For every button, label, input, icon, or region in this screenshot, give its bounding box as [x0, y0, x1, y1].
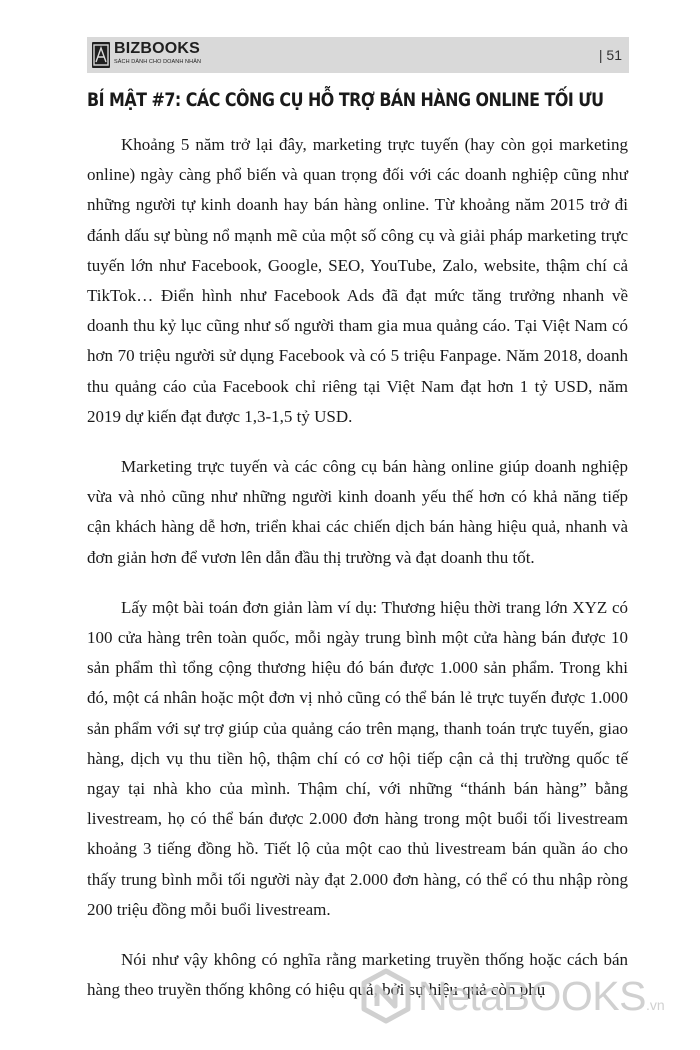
watermark-brand: NetaBOOKS: [418, 973, 646, 1019]
watermark-text: [418, 972, 665, 1029]
bizbooks-logo-icon: [92, 42, 110, 68]
section-heading: BÍ MẬT #7: CÁC CÔNG CỤ HỖ TRỢ BÁN HÀNG ONLINE TỐI ƯU: [87, 90, 604, 111]
netabooks-logo-icon: [360, 968, 412, 1024]
logo-name: BIZBOOKS: [114, 40, 201, 57]
watermark-suffix: .vn: [645, 997, 665, 1013]
paragraph: Lấy một bài toán đơn giản làm ví dụ: Thương hiệu thời trang lớn XYZ có 100 cửa hàng trên toàn quốc, mỗi ngày trung bình một cửa hàng bán được 10 sản phẩm thì tổng cộng thương hiệu đó bán được 1.000 sản phẩm. Trong khi đó, một cá nhân hoặc một đơn vị nhỏ cũng có thể bán lẻ trực tuyến được 1.000 sản phẩm với sự trợ giúp của quảng cáo trên mạng, thanh toán trực tuyến, giao hàng, dịch vụ thu tiền hộ, thậm chí có cơ hội tiếp cận cả thị trường quốc tế ngay tại nhà kho của mình. Thậm chí, với những “thánh bán hàng” bằng livestream, họ có thể bán được 2.000 đơn hàng trong một buổi tối livestream khoảng 3 tiếng đồng hồ. Tiết lộ của một cao thủ livestream bán quần áo cho thấy trung bình mỗi tối người này đạt 2.000 đơn hàng, có thể có thu nhập ròng 200 triệu đồng mỗi buổi livestream.: [87, 597, 628, 919]
logo-tagline: SÁCH DÀNH CHO DOANH NHÂN: [114, 59, 202, 65]
paragraph: Marketing trực tuyến và các công cụ bán hàng online giúp doanh nghiệp vừa và nhỏ cũng như những người kinh doanh yếu thế hơn có khả năng tiếp cận khách hàng dễ hơn, triển khai các chiến dịch bán hàng hiệu quả, nhanh và đơn giản hơn để vươn lên dẫn đầu thị trường và đạt doanh thu tốt.: [87, 457, 628, 567]
page-number: | 51: [598, 47, 622, 63]
watermark: [360, 966, 700, 1026]
paragraph: Nói như vậy không có nghĩa rằng marketing truyền thống hoặc cách bán hàng theo truyền thống không có hiệu quả, bởi sự hiệu quả còn phụ: [87, 950, 628, 1000]
paragraph: Khoảng 5 năm trở lại đây, marketing trực tuyến (hay còn gọi marketing online) ngày càng phổ biến và quan trọng đối với các doanh nghiệp cũng như những người tự kinh doanh hay bán hàng online. Từ khoảng năm 2015 trở đi đánh dấu sự bùng nổ mạnh mẽ của một số công cụ và giải pháp marketing trực tuyến lớn như Facebook, Google, SEO, YouTube, Zalo, website, thậm chí cả TikTok… Điển hình như Facebook Ads đã đạt mức tăng trưởng nhanh về doanh thu kỷ lục cũng như số người tham gia mua quảng cáo. Tại Việt Nam có hơn 70 triệu người sử dụng Facebook và có 5 triệu Fanpage. Năm 2018, doanh thu quảng cáo của Facebook chỉ riêng tại Việt Nam đạt hơn 1 tỷ USD, năm 2019 dự kiến đạt được 1,3-1,5 tỷ USD.: [87, 135, 628, 426]
body-text: [87, 130, 628, 1025]
